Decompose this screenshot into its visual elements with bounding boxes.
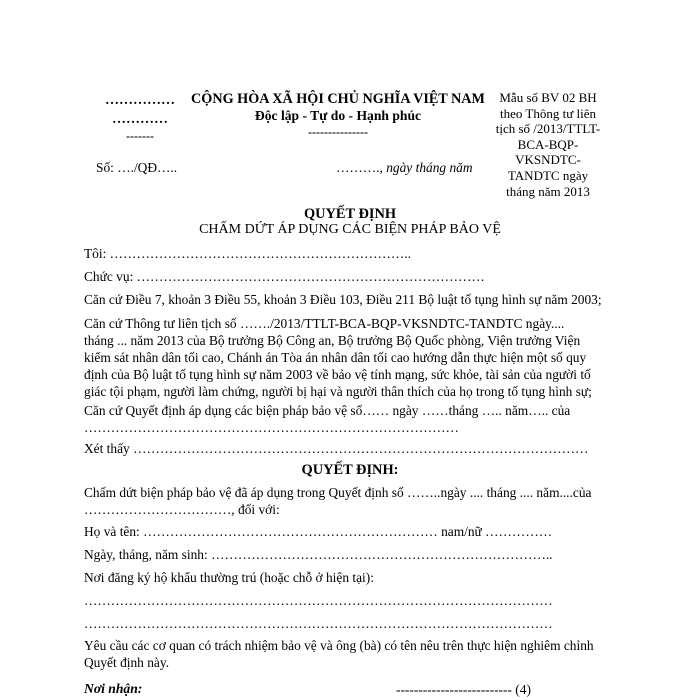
enforcement-request-line: Yêu cầu các cơ quan có trách nhiệm bảo vệ và ông (bà) có tên nêu trên thực hiện nghiêm chỉnh	[84, 638, 594, 653]
legal-basis-2-line: giác tội phạm, người làm chứng, người bị hại và người thân thích của họ trong tố tụng hình sự;	[84, 384, 592, 399]
residence-dots-1: ……………………………………………………………………………………………	[84, 593, 553, 608]
enforcement-request	[84, 637, 594, 671]
termination-clause-line: ……………………………, đối với:	[84, 502, 280, 517]
residence-dots-2: ……………………………………………………………………………………………	[84, 616, 553, 631]
form-reference-line: BCA-BQP-	[517, 136, 579, 152]
legal-basis-3	[84, 402, 570, 436]
motto: Độc lập - Tự do - Hạnh phúc	[254, 108, 422, 123]
form-reference-line: tháng năm 2013	[506, 183, 590, 199]
date-place-dots: ……….,	[336, 160, 383, 175]
org-name-line2: …………	[112, 112, 168, 127]
form-reference	[478, 90, 618, 199]
termination-clause-line: Chấm dứt biện pháp bảo vệ đã áp dụng trong Quyết định số ……..ngày .... tháng .... năm....của	[84, 485, 592, 500]
signature-line: -------------------------- (4)	[396, 682, 531, 697]
birth-date-line: Ngày, tháng, năm sinh: …………………………………………………………………..	[84, 547, 553, 562]
motto-rule: ---------------	[308, 125, 368, 139]
legal-basis-2-line: tháng ... năm 2013 của Bộ trưởng Bộ Công an, Bộ trưởng Bộ Quốc phòng, Viện trưởng Viện	[84, 333, 581, 348]
org-name-line1: ……………	[105, 93, 175, 108]
full-name-line: Họ và tên: ………………………………………………………… nam/nữ ……………	[84, 524, 553, 539]
document-subtitle: CHẤM DỨT ÁP DỤNG CÁC BIỆN PHÁP BẢO VỆ	[199, 222, 501, 237]
legal-basis-2-line: định của Bộ luật tố tụng hình sự năm 2003 về bảo vệ tính mạng, sức khỏe, tài sản của người tố	[84, 367, 591, 382]
issuer-line: Tôi: …………………………………………………………..	[84, 246, 411, 261]
legal-basis-2-line: kiểm sát nhân dân tối cao, Chánh án Tòa án nhân dân tối cao hướng dẫn thực hiện một số quy	[84, 350, 587, 365]
termination-clause	[84, 484, 591, 518]
recipients-label: Nơi nhận:	[84, 681, 143, 696]
legal-basis-1: Căn cứ Điều 7, khoản 3 Điều 55, khoản 3 Điều 103, Điều 211 Bộ luật tố tụng hình sự năm 2003;	[84, 292, 602, 307]
residence-label: Nơi đăng ký hộ khẩu thường trú (hoặc chỗ ở hiện tại):	[84, 570, 374, 585]
legal-basis-2	[84, 315, 592, 400]
legal-basis-2-line: Căn cứ Thông tư liên tịch số ……./2013/TTLT-BCA-BQP-VKSNDTC-TANDTC ngày....	[84, 316, 565, 331]
document-title: QUYẾT ĐỊNH	[303, 206, 397, 222]
legal-basis-3-line: …………………………………………………………………………	[84, 420, 459, 435]
org-name-rule: -------	[126, 129, 154, 143]
form-reference-line: TANDTC ngày	[507, 167, 589, 183]
decision-heading: QUYẾT ĐỊNH:	[301, 462, 399, 478]
legal-basis-3-line: Căn cứ Quyết định áp dụng các biện pháp bảo vệ số…… ngày ……tháng ….. năm….. của	[84, 403, 571, 418]
considering-line: Xét thấy …………………………………………………………………………………………	[84, 441, 589, 456]
date-text: ngày tháng năm	[382, 160, 473, 175]
form-reference-line: theo Thông tư liên	[500, 105, 596, 121]
date-line	[336, 159, 473, 176]
enforcement-request-line: Quyết định này.	[84, 655, 170, 670]
form-reference-line: tịch số /2013/TTLT-	[495, 121, 601, 137]
decision-number: Số: …./QĐ…..	[96, 160, 178, 175]
form-reference-line: VKSNDTC-	[515, 152, 581, 168]
form-reference-line: Mẫu số BV 02 BH	[499, 90, 597, 105]
position-line: Chức vụ: ……………………………………………………………………	[84, 269, 485, 284]
country-name: CỘNG HÒA XÃ HỘI CHỦ NGHĨA VIỆT NAM	[191, 91, 485, 107]
